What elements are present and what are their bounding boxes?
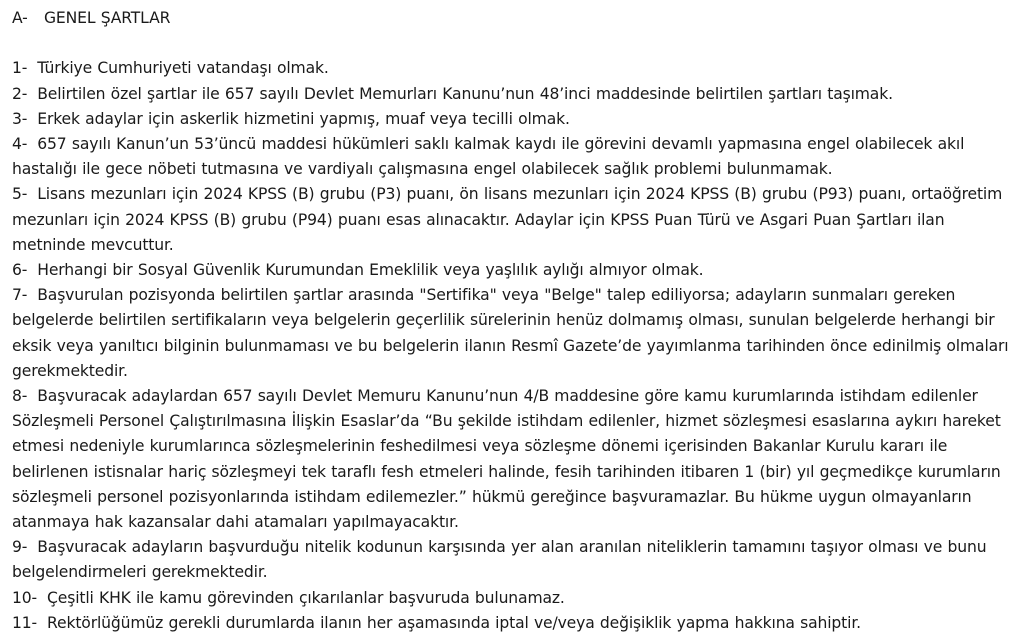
list-item [12,132,1016,182]
item-text: Rektörlüğümüz gerekli durumlarda ilanın her aşamasında iptal ve/veya değişiklik yapma hakkına sahiptir. [47,613,861,632]
list-item [12,611,1016,636]
item-text: 657 sayılı Kanun’un 53’üncü maddesi hükümleri saklı kalmak kaydı ile görevini devamlı yapmasına engel olabilecek akıl hastalığı ile gece nöbeti tutmasına ve vardiyalı çalışmasına engel olabilecek sağlık problemi bulunmamak. [12,134,965,179]
section-number: A- [12,9,28,27]
list-item [12,107,1016,132]
item-text: Lisans mezunları için 2024 KPSS (B) grubu (P3) puanı, ön lisans mezunları için 2024 KPSS (B) grubu (P93) puanı, ortaöğretim mezunları için 2024 KPSS (B) grubu (P94) puanı esas alınacaktır. Adaylar için KPSS Puan Türü ve Asgari Puan Şartları ilan metninde mevcuttur. [12,185,1003,254]
list-item [12,56,1016,81]
item-number: 7- [12,286,28,305]
document-body [12,6,1016,636]
item-text: Türkiye Cumhuriyeti vatandaşı olmak. [37,59,329,78]
item-number: 3- [12,109,28,128]
section-heading [12,6,1016,31]
item-number: 5- [12,185,28,204]
list-item [12,182,1016,258]
list-item [12,258,1016,283]
list-item [12,283,1016,384]
blank-line [12,31,1016,56]
list-item [12,586,1016,611]
item-text: Herhangi bir Sosyal Güvenlik Kurumundan Emeklilik veya yaşlılık aylığı almıyor olmak. [37,261,704,279]
list-item [12,535,1016,585]
item-text: Çeşitli KHK ile kamu görevinden çıkarılanlar başvuruda bulunamaz. [47,588,565,607]
item-text: Belirtilen özel şartlar ile 657 sayılı Devlet Memurları Kanunu’nun 48’inci maddesinde belirtilen şartları taşımak. [37,84,893,103]
item-text: Başvurulan pozisyonda belirtilen şartlar arasında "Sertifika" veya "Belge" talep ediliyorsa; adayların sunmaları gereken belgelerde belirtilen sertifikaların veya belgelerin geçerlilik sürelerinin henüz dolmamış olması, sunulan belgelerde herhangi bir eksik veya yanıltıcı bilginin bulunmaması ve bu belgelerin ilanın Resmî Gazete’de yayımlanma tarihinden önce edinilmiş olmaları gerekmektedir. [12,286,1009,380]
item-number: 1- [12,59,28,78]
item-number: 6- [12,261,28,279]
item-number: 11- [12,613,38,632]
item-number: 8- [12,387,28,406]
item-number: 9- [12,538,28,557]
item-number: 10- [12,588,38,607]
item-text: Başvuracak adayların başvurduğu nitelik kodunun karşısında yer alan aranılan niteliklerin tamamını taşıyor olması ve bunu belgelendirmeleri gerekmektedir. [12,538,987,582]
item-number: 2- [12,84,28,103]
item-text: Erkek adaylar için askerlik hizmetini yapmış, muaf veya tecilli olmak. [37,109,570,128]
item-number: 4- [12,134,28,153]
section-title: GENEL ŞARTLAR [44,9,171,27]
item-text: Başvuracak adaylardan 657 sayılı Devlet Memuru Kanunu’nun 4/B maddesine göre kamu kurumlarında istihdam edilenler Sözleşmeli Personel Çalıştırılmasına İlişkin Esaslar’da “Bu şekilde istihdam edilenler, hizmet sözleşmesi esaslarına aykırı hareket etmesi nedeniyle kurumlarınca sözleşmelerinin feshedilmesi veya sözleşme dönemi içerisinden Bakanlar Kurulu kararı ile belirlenen istisnalar hariç sözleşmeyi tek taraflı fesh etmeleri halinde, fesih tarihinden itibaren 1 (bir) yıl geçmedikçe kurumların sözleşmeli personel pozisyonlarında istihdam edilemezler.” hükmü gereğince başvuramazlar. Bu hükme uygun olmayanların atanmaya hak kazansalar dahi atamaları yapılmayacaktır. [12,387,1001,532]
list-item [12,384,1016,535]
list-item [12,82,1016,107]
